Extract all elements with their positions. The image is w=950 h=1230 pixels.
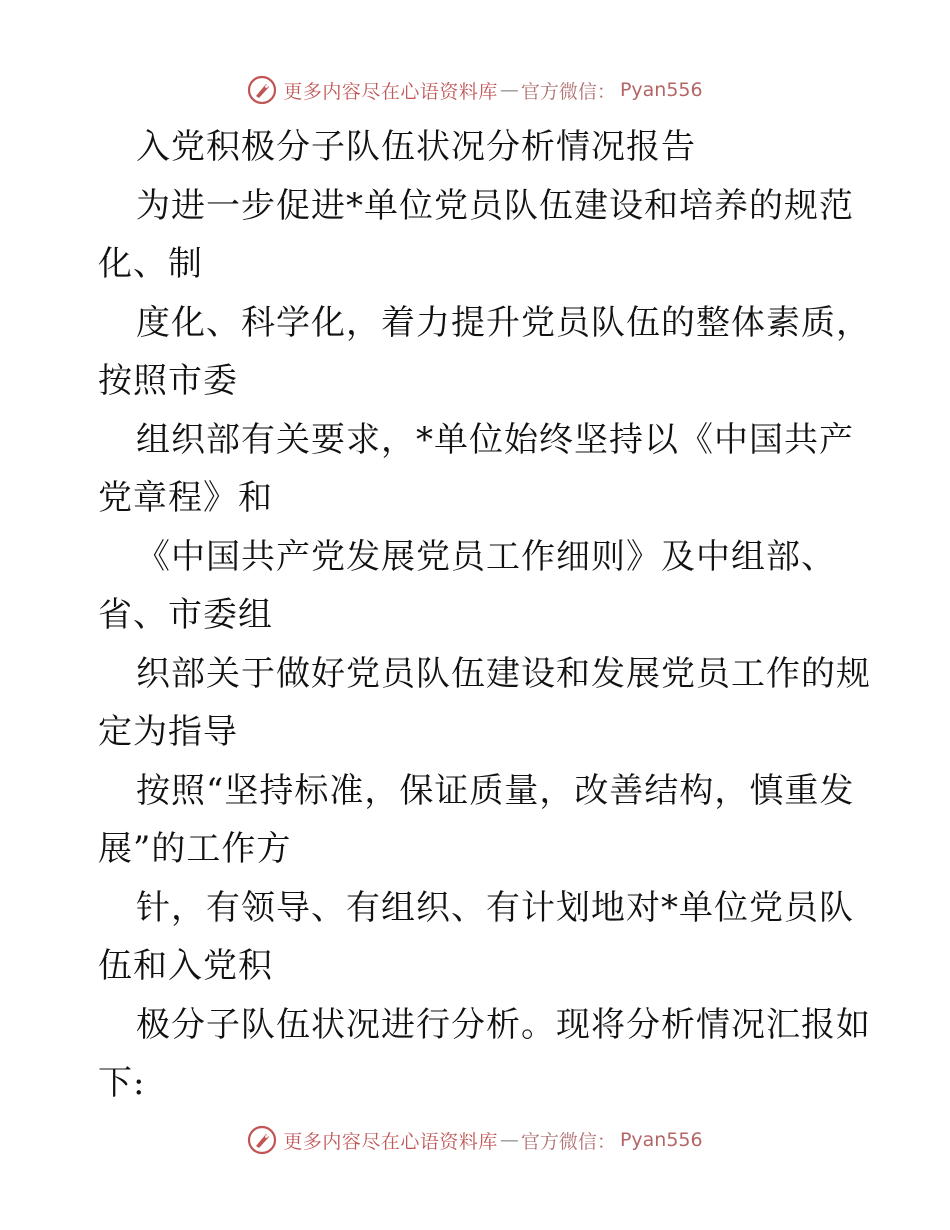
doc-title: 入党积极分子队伍状况分析情况报告 [136, 127, 696, 167]
watermark-dash: — [499, 79, 519, 101]
watermark-text: 更多内容尽在心语资料库 [283, 1130, 498, 1153]
doc-line: 展”的工作方 [98, 829, 292, 869]
doc-line: 组织部有关要求，*单位始终坚持以《中国共产 [136, 419, 854, 460]
watermark-wechat-id: Pyan556 [619, 1129, 703, 1151]
doc-line: 伍和入党积 [98, 946, 273, 986]
watermark-label: 官方微信： [520, 80, 616, 103]
watermark-label: 官方微信： [520, 1130, 616, 1153]
watermark-wechat-id: Pyan556 [619, 79, 703, 101]
pen-nib-logo-icon [247, 1125, 277, 1155]
header-watermark [0, 72, 950, 108]
doc-line: 省、市委组 [98, 595, 273, 635]
doc-line: 度化、科学化，着力提升党员队伍的整体素质， [136, 302, 871, 343]
doc-line: 定为指导 [98, 712, 238, 752]
pen-nib-logo-icon [247, 75, 277, 105]
doc-line: 按照市委 [98, 361, 238, 401]
doc-line: 为进一步促进*单位党员队伍建设和培养的规范 [136, 185, 854, 226]
document-body [98, 118, 871, 1113]
doc-line: 《中国共产党发展党员工作细则》及中组部、 [136, 536, 836, 577]
doc-line: 织部关于做好党员队伍建设和发展党员工作的规 [136, 653, 871, 694]
watermark-text: 更多内容尽在心语资料库 [283, 80, 498, 103]
doc-line: 极分子队伍状况进行分析。现将分析情况汇报如 [136, 1004, 871, 1045]
doc-line: 化、制 [98, 244, 203, 284]
footer-watermark [0, 1122, 950, 1158]
doc-line: 针，有领导、有组织、有计划地对*单位党员队 [136, 887, 854, 928]
doc-line: 下: [98, 1063, 146, 1103]
doc-line: 党章程》和 [98, 478, 273, 518]
watermark-dash: — [499, 1129, 519, 1151]
doc-line: 按照“坚持标准，保证质量，改善结构，慎重发 [136, 770, 855, 811]
